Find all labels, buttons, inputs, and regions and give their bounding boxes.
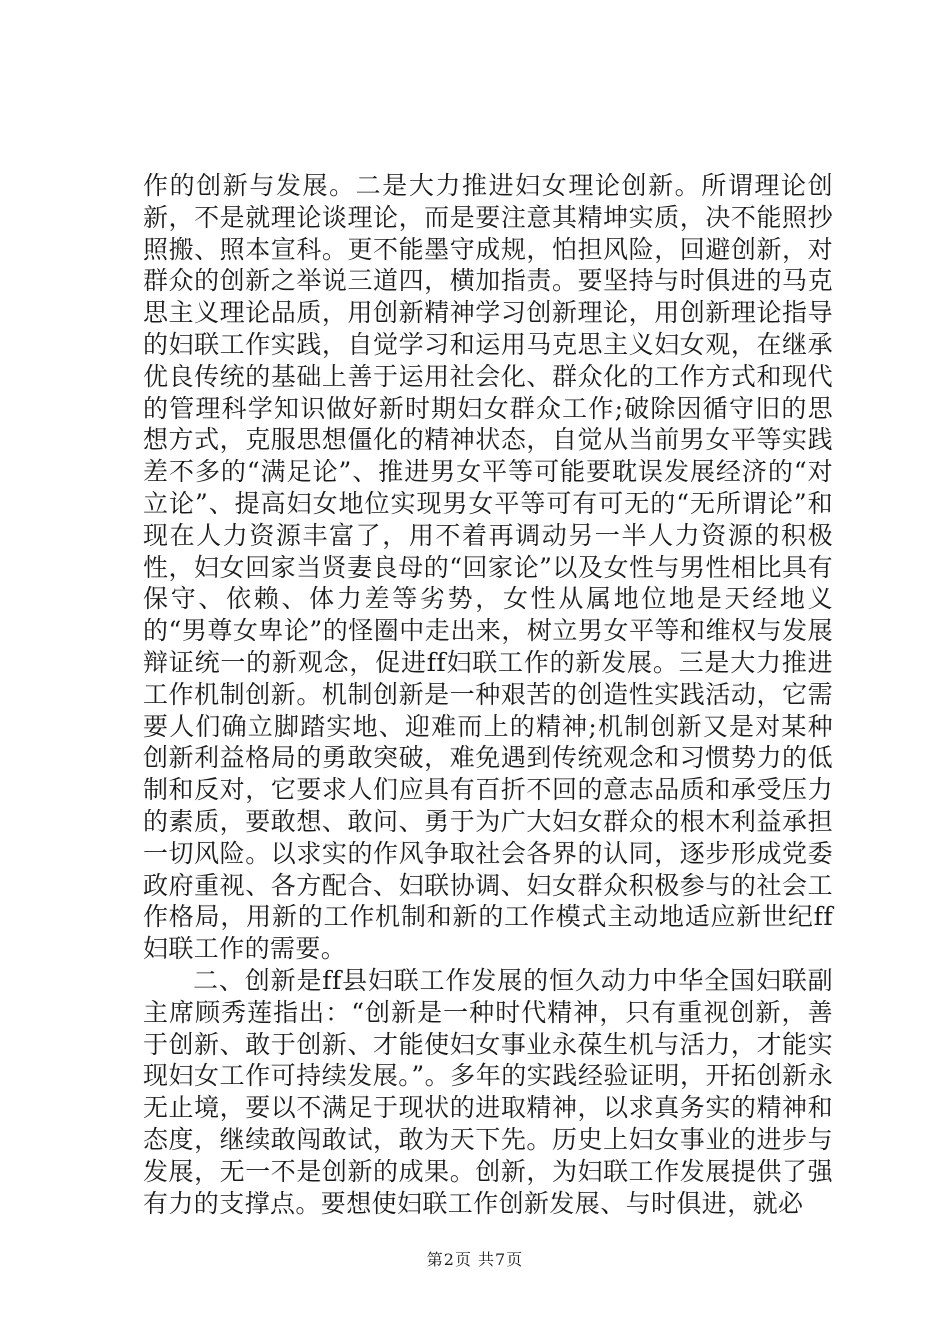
document-body bbox=[143, 170, 833, 1219]
page-number-footer: 第2页 共7页 bbox=[426, 1250, 524, 1269]
paragraph-1: 作的创新与发展。二是大力推进妇女理论创新。所谓理论创新，不是就理论谈理论，而是要注意其精坤实质，决不能照抄照搬、照本宣科。更不能墨守成规，怕担风险，回避创新，对群众的创新之举说三道四，横加指责。要坚持与时俱进的马克思主义理论品质，用创新精神学习创新理论，用创新理论指导的妇联工作实践，自觉学习和运用马克思主义妇女观，在继承优良传统的基础上善于运用社会化、群众化的工作方式和现代的管理科学知识做好新时期妇女群众工作;破除因循守旧的思想方式，克服思想僵化的精神状态，自觉从当前男女平等实践差不多的“满足论”、推进男女平等可能要耽误发展经济的“对立论”、提高妇女地位实现男女平等可有可无的“无所谓论”和现在人力资源丰富了，用不着再调动另一半人力资源的积极性，妇女回家当贤妻良母的“回家论”以及女性与男性相比具有保守、依赖、体力差等劣势，女性从属地位地是天经地义的“男尊女卑论”的怪圈中走出来，树立男女平等和维权与发展辩证统一的新观念，促进ff妇联工作的新发展。三是大力推进工作机制创新。机制创新是一种艰苦的创造性实践活动，它需要人们确立脚踏实地、迎难而上的精神;机制创新又是对某种创新利益格局的勇敢突破，难免遇到传统观念和习惯势力的低制和反对，它要求人们应具有百折不回的意志品质和承受压力的素质，要敢想、敢问、勇于为广大妇女群众的根木利益承担一切风险。以求实的作风争取社会各界的认同，逐步形成党委政府重视、各方配合、妇联协调、妇女群众积极参与的社会工作格局，用新的工作机制和新的工作模式主动地适应新世纪ff妇联工作的需要。 bbox=[143, 171, 833, 964]
paragraph-2: 二、创新是ff县妇联工作发展的恒久动力中华全国妇联副主席顾秀莲指出：“创新是一种时代精神，只有重视创新，善于创新、敢于创新、才能使妇女事业永葆生机与活力，才能实现妇女工作可持续发展。”。多年的实践经验证明，开拓创新永无止境，要以不满足于现状的进取精神，以求真务实的精神和态度，继续敢闯敢试，敢为天下先。历史上妇女事业的进步与发展，无一不是创新的成果。创新，为妇联工作发展提供了强有力的支撑点。要想使妇联工作创新发展、与时俱进，就必 bbox=[143, 965, 833, 1218]
